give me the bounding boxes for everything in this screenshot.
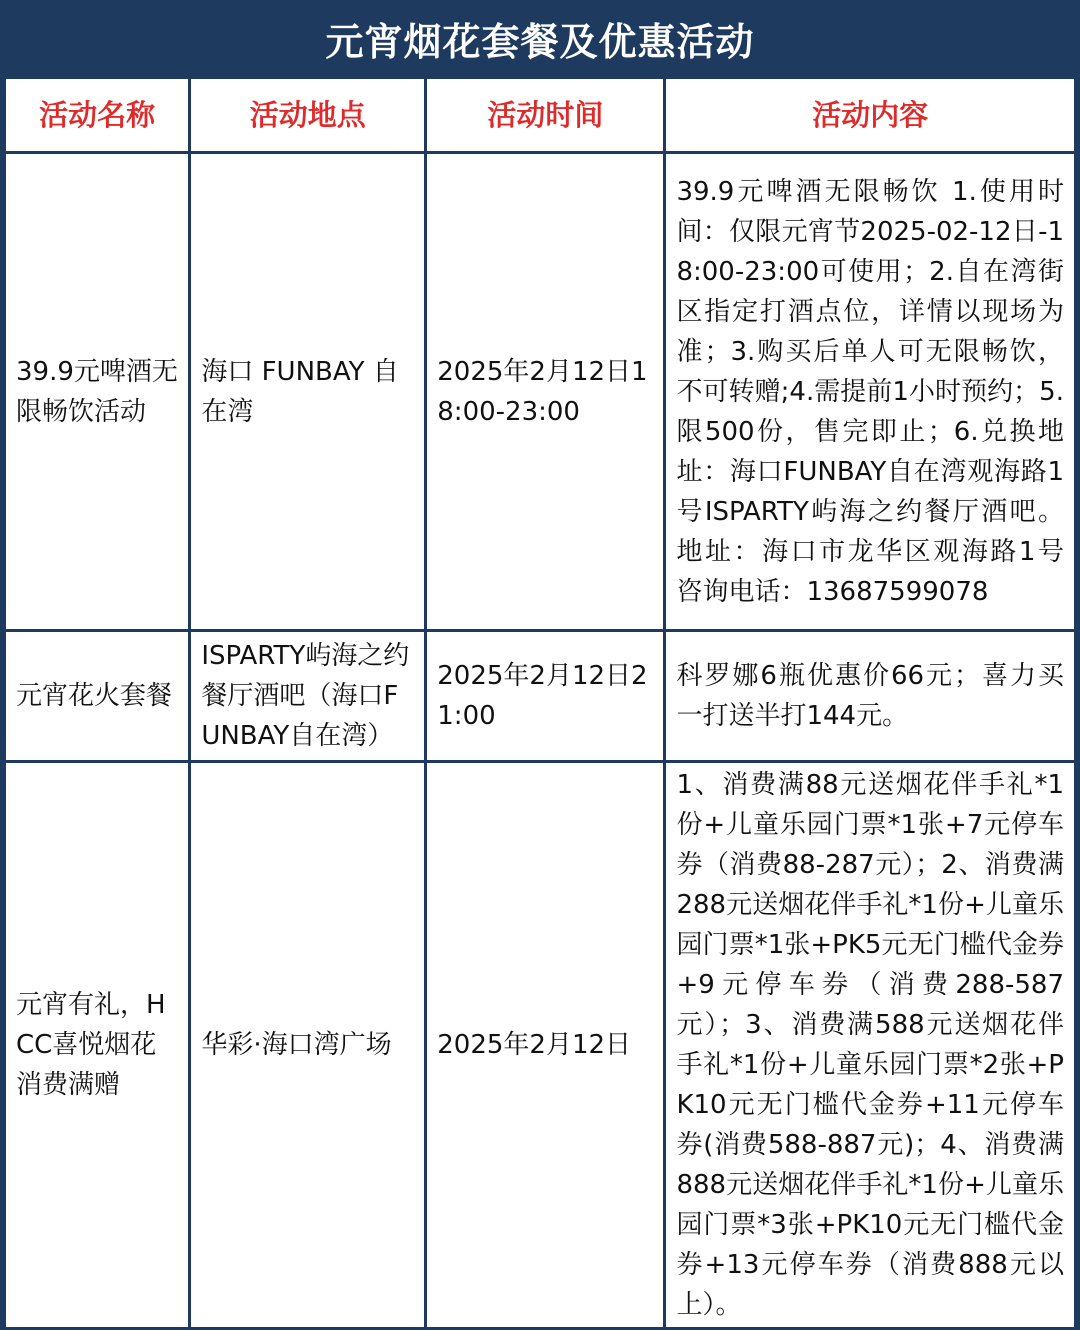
- activity-location-cell: 华彩·海口湾广场: [190, 762, 426, 1329]
- header-activity-name: 活动名称: [5, 78, 190, 153]
- activity-content-cell: 39.9元啤酒无限畅饮 1.使用时间：仅限元宵节2025-02-12日-18:00-23:00可使用；2.自在湾街区指定打酒点位，详情以现场为准；3.购买后单人可无限畅饮，不可转赠;4.需提前1小时预约；5.限500份，售完即止；6.兑换地址：海口FUNBAY自在湾观海路1号ISPARTY屿海之约餐厅酒吧。地址：海口市龙华区观海路1号 咨询电话：13687599078: [665, 153, 1076, 631]
- activity-content-cell: 1、消费满88元送烟花伴手礼*1份+儿童乐园门票*1张+7元停车券（消费88-287元）；2、消费满288元送烟花伴手礼*1份+儿童乐园门票*1张+PK5元无门槛代金券+9元停车券（消费288-587元）；3、消费满588元送烟花伴手礼*1份+儿童乐园门票*2张+PK10元无门槛代金券+11元停车券(消费588-887元)；4、消费满888元送烟花伴手礼*1份+儿童乐园门票*3张+PK10元无门槛代金券+13元停车券（消费888元以上）。: [665, 762, 1076, 1329]
- table-row: [5, 762, 1076, 1329]
- header-activity-content: 活动内容: [665, 78, 1076, 153]
- header-activity-time: 活动时间: [426, 78, 665, 153]
- table-row: [5, 153, 1076, 631]
- activity-table: [3, 76, 1077, 1330]
- activity-time-cell: 2025年2月12日21:00: [426, 631, 665, 762]
- table-header-row: [5, 78, 1076, 153]
- activity-time-cell: 2025年2月12日: [426, 762, 665, 1329]
- activity-name-cell: 元宵花火套餐: [5, 631, 190, 762]
- activity-content-cell: 科罗娜6瓶优惠价66元；喜力买一打送半打144元。: [665, 631, 1076, 762]
- activity-location-cell: 海口 FUNBAY 自在湾: [190, 153, 426, 631]
- activity-location-cell: ISPARTY屿海之约餐厅酒吧（海口FUNBAY自在湾）: [190, 631, 426, 762]
- activity-name-cell: 元宵有礼，HCC喜悦烟花消费满赠: [5, 762, 190, 1329]
- table-row: [5, 631, 1076, 762]
- header-activity-location: 活动地点: [190, 78, 426, 153]
- activity-time-cell: 2025年2月12日18:00-23:00: [426, 153, 665, 631]
- activity-name-cell: 39.9元啤酒无限畅饮活动: [5, 153, 190, 631]
- page-title: 元宵烟花套餐及优惠活动: [325, 19, 755, 64]
